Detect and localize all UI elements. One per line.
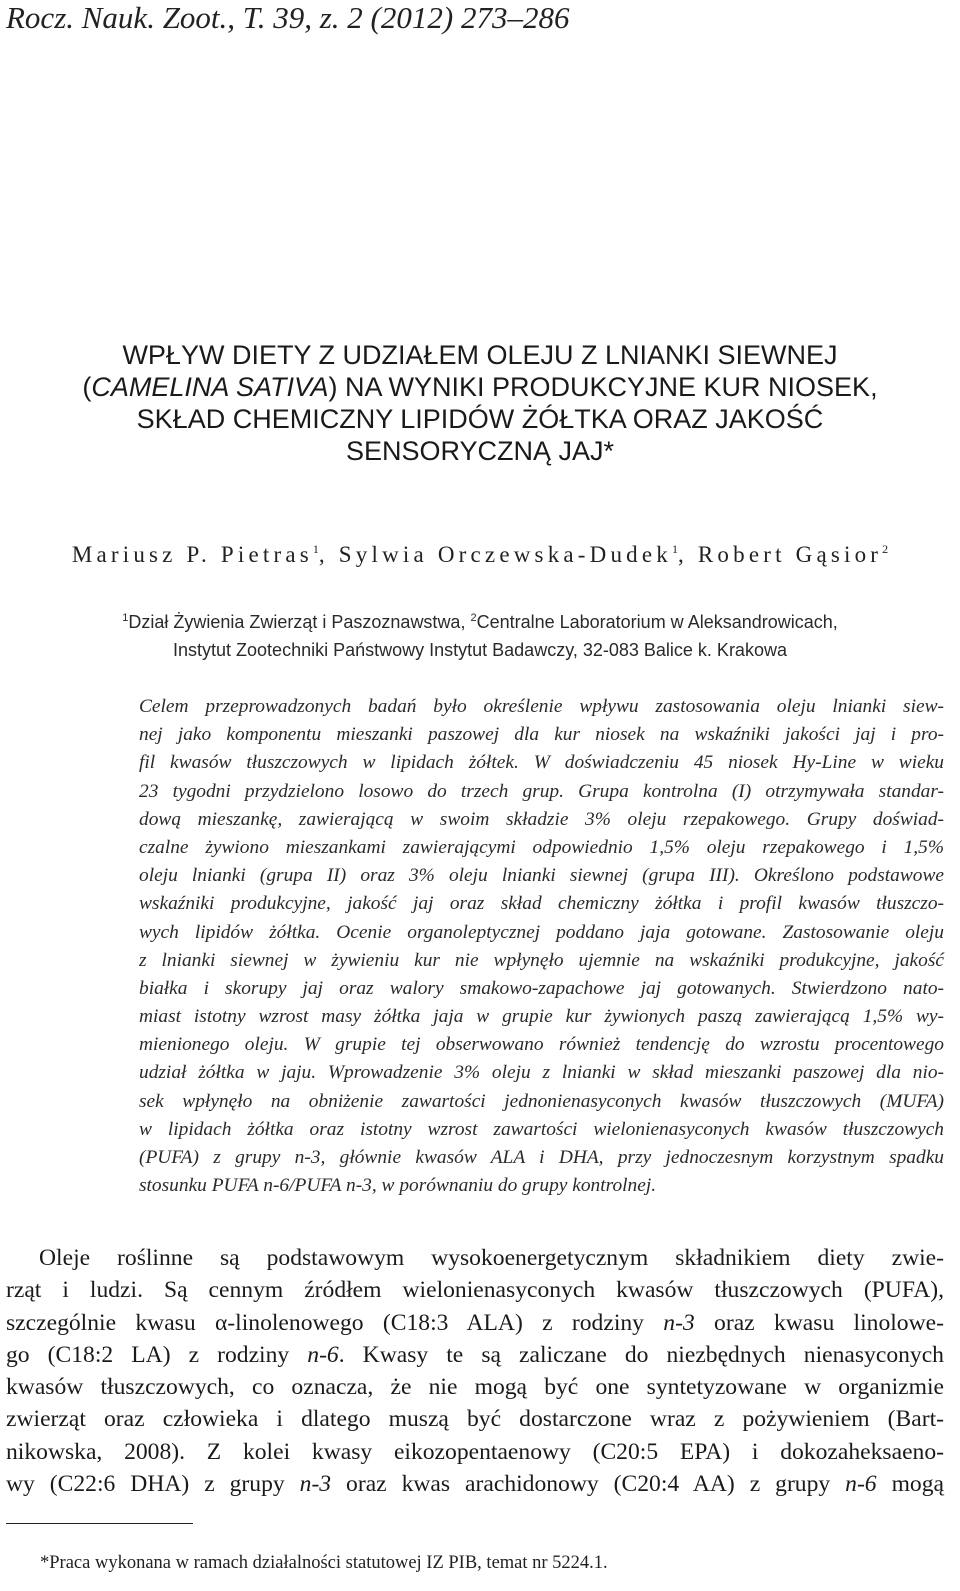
body-italic: n-3 xyxy=(663,1309,695,1336)
affil-marker-2: 2 xyxy=(470,612,477,624)
body-text xyxy=(6,1242,944,1500)
body-fragment: . Kwasy te są zaliczane do niezbędnych nienasyconych xyxy=(338,1341,944,1368)
title-line-1: WPŁYW DIETY Z UDZIAŁEM OLEJU Z LNIANKI SIEWNEJ xyxy=(122,340,838,370)
abstract-line: 23 tygodni przydzielono losowo do trzech grup. Grupa kontrolna (I) otrzymywała standar- xyxy=(139,780,944,802)
body-fragment: szczególnie kwasu α-linolenowego (C18:3 ALA) z rodziny xyxy=(6,1309,664,1336)
author-separator: , xyxy=(677,542,698,567)
paper-title xyxy=(0,339,960,467)
body-fragment: go (C18:2 LA) z rodziny xyxy=(6,1341,308,1368)
abstract-line: białka i skorupy jaj oraz walory smakowo-zapachowe jaj gotowanych. Stwierdzono nato- xyxy=(139,977,944,999)
author-1: Mariusz P. Pietras xyxy=(71,542,313,567)
body-fragment: oraz kwasu linolowe- xyxy=(694,1309,944,1336)
affiliation-2: Centralne Laboratorium w Aleksandrowicach, xyxy=(476,612,838,632)
body-italic: n-3 xyxy=(299,1471,332,1498)
affil-marker-1: 1 xyxy=(122,612,129,624)
abstract-line: wskaźniki produkcyjne, jakość jaj oraz skład chemiczny żółtka i profil kwasów tłuszczo- xyxy=(139,893,944,915)
body-line-8 xyxy=(6,1468,944,1500)
body-fragment: oraz kwas arachidonowy (C20:4 AA) z grupy xyxy=(331,1471,846,1498)
journal-reference: Rocz. Nauk. Zoot., T. 39, z. 2 (2012) 273–286 xyxy=(6,0,570,35)
title-line-2-rest: ) NA WYNIKI PRODUKCYJNE KUR NIOSEK, xyxy=(328,372,878,402)
body-line-4 xyxy=(6,1339,944,1371)
author-3: Robert Gąsior xyxy=(697,542,883,567)
author-2-affil: 1 xyxy=(671,542,678,556)
affiliation-line-1 xyxy=(0,604,960,636)
footnote: *Praca wykonana w ramach działalności statutowej IZ PIB, temat nr 5224.1. xyxy=(40,1553,608,1573)
affiliation-1: Dział Żywienia Zwierząt i Paszoznawstwa, xyxy=(128,612,471,632)
body-italic: n-6 xyxy=(845,1471,877,1498)
abstract-line: oleju lnianki (grupa II) oraz 3% oleju lnianki siewnej (grupa III). Określono podstawowe xyxy=(139,865,944,887)
abstract-line: w lipidach żółtka oraz istotny wzrost zawartości wielonienasyconych kwasów tłuszczowych xyxy=(139,1118,944,1140)
abstract-line: mienionego oleju. W grupie tej obserwowano również tendencję do wzrostu procentowego xyxy=(139,1034,944,1056)
body-line-1: Oleje roślinne są podstawowym wysokoenergetycznym składnikiem diety zwie- xyxy=(39,1245,944,1271)
affiliation-line-2: Instytut Zootechniki Państwowy Instytut Badawczy, 32-083 Balice k. Krakowa xyxy=(173,640,787,660)
abstract-line: wych lipidów żółtka. Ocenie organoleptycznej poddano jaja gotowane. Zastosowanie oleju xyxy=(139,921,944,943)
body-line-7: nikowska, 2008). Z kolei kwasy eikozopentaenowy (C20:5 EPA) i dokozaheksaeno- xyxy=(6,1438,944,1465)
abstract-line: fil kwasów tłuszczowych w lipidach żółtek. W doświadczeniu 45 niosek Hy-Line w wieku xyxy=(139,752,944,774)
title-paren-open: ( xyxy=(82,372,92,402)
body-fragment: mogą xyxy=(876,1471,944,1498)
author-list xyxy=(0,534,960,570)
abstract-line: udział żółtka w jaju. Wprowadzenie 3% oleju z lnianki w skład mieszanki paszowej dla nio- xyxy=(139,1062,944,1084)
body-line-6: zwierząt oraz człowieka i dlatego muszą być dostarczone wraz z pożywieniem (Bart- xyxy=(6,1406,944,1433)
title-line-2 xyxy=(0,371,960,403)
abstract xyxy=(139,693,944,1200)
body-line-3 xyxy=(6,1307,944,1339)
abstract-line: sek wpłynęło na obniżenie zawartości jednonienasyconych kwasów tłuszczowych (MUFA) xyxy=(139,1090,944,1112)
abstract-line: miast istotny wzrost masy żółtka jaja w grupie kur żywionych paszą zawierającą 1,5% wy- xyxy=(139,1006,944,1028)
abstract-line: czalne żywiono mieszankami zawierającymi odpowiednio 1,5% oleju rzepakowego i 1,5% xyxy=(139,836,944,858)
body-italic: n-6 xyxy=(307,1341,339,1368)
title-line-3: SKŁAD CHEMICZNY LIPIDÓW ŻÓŁTKA ORAZ JAKOŚĆ xyxy=(136,404,824,434)
author-2: Sylwia Orczewska-Dudek xyxy=(338,542,672,567)
abstract-line: dową mieszankę, zawierającą w swoim składzie 3% oleju rzepakowego. Grupy doświad- xyxy=(139,808,944,830)
abstract-line: z lnianki siewnej w żywieniu kur nie wpłynęło ujemnie na wskaźniki produkcyjne, jakość xyxy=(139,949,944,971)
author-3-affil: 2 xyxy=(882,542,889,556)
abstract-line: stosunku PUFA n-6/PUFA n-3, w porównaniu do grupy kontrolnej. xyxy=(139,1175,657,1197)
author-1-affil: 1 xyxy=(312,542,319,556)
abstract-line: (PUFA) z grupy n-3, głównie kwasów ALA i DHA, przy jednoczesnym korzystnym spadku xyxy=(139,1147,944,1168)
abstract-line: nej jako komponentu mieszanki paszowej dla kur niosek na wskaźniki jakości jaj i pro- xyxy=(139,724,944,746)
affiliations xyxy=(0,604,960,664)
abstract-line: Celem przeprowadzonych badań było określenie wpływu zastosowania oleju lnianki siew- xyxy=(139,696,944,717)
title-species: CAMELINA SATIVA xyxy=(91,372,329,402)
body-line-5: kwasów tłuszczowych, co oznacza, że nie mogą być one syntetyzowane w organizmie xyxy=(6,1374,944,1401)
author-separator: , xyxy=(318,542,339,567)
footnote-rule xyxy=(6,1523,193,1524)
body-line-2: rząt i ludzi. Są cennym źródłem wielonienasyconych kwasów tłuszczowych (PUFA), xyxy=(6,1277,944,1304)
title-line-4: SENSORYCZNĄ JAJ* xyxy=(345,436,615,466)
body-fragment: wy (C22:6 DHA) z grupy xyxy=(6,1471,300,1498)
